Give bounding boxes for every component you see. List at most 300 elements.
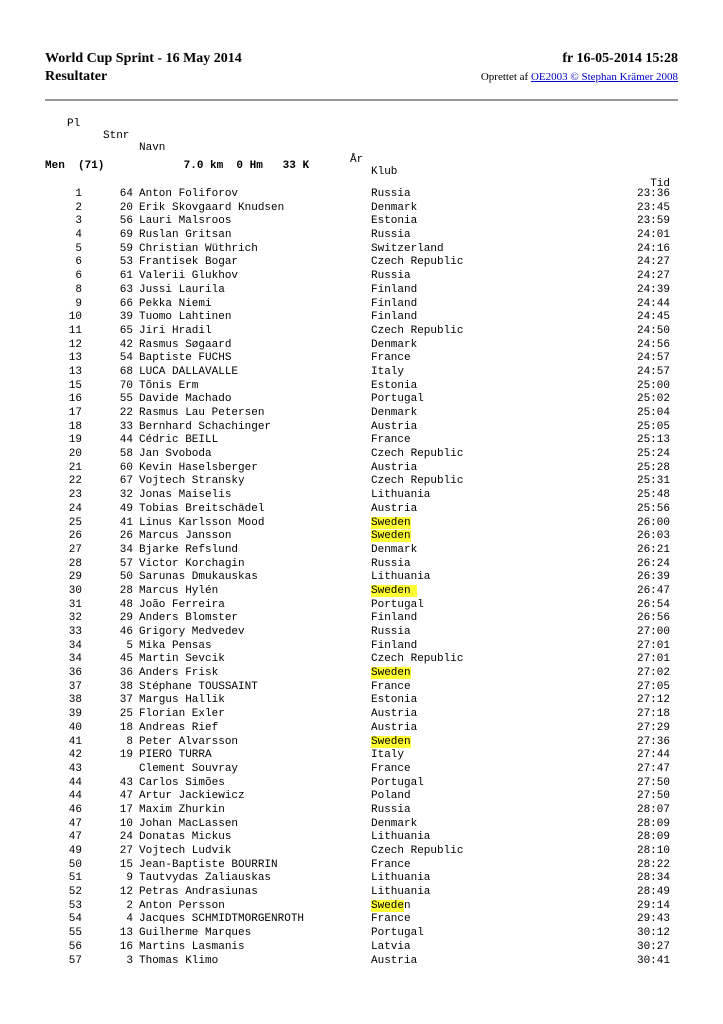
club-cell	[371, 790, 411, 804]
place-cell: 21	[68, 461, 82, 474]
name-cell: Thomas Klimo	[139, 954, 219, 967]
start-number-cell: 65	[119, 324, 133, 337]
place-cell: 6	[75, 270, 82, 283]
club-cell	[371, 626, 411, 640]
col-navn: Navn	[139, 142, 166, 154]
time-cell: 30:27	[636, 940, 670, 953]
club-text: Lithuania	[371, 831, 431, 844]
time-cell: 26:47	[636, 584, 670, 597]
start-number-cell: 50	[119, 571, 133, 584]
name-cell: Johan MacLassen	[139, 817, 239, 830]
start-number-cell: 28	[119, 584, 133, 597]
place-cell: 22	[68, 475, 82, 488]
club-text: France	[371, 858, 411, 871]
name-cell: Ruslan Gritsan	[139, 229, 232, 242]
time-cell: 28:34	[636, 872, 670, 885]
club-cell	[371, 407, 417, 421]
start-number-cell: 37	[119, 694, 133, 707]
table-row	[0, 503, 723, 517]
table-row	[0, 831, 723, 845]
table-row	[0, 339, 723, 353]
time-cell: 29:14	[636, 899, 670, 912]
club-cell	[371, 913, 411, 927]
time-cell: 23:45	[636, 201, 670, 214]
name-cell: Vojtech Stransky	[139, 475, 245, 488]
place-cell: 15	[68, 379, 82, 392]
club-text: Russia	[371, 270, 411, 283]
club-cell	[371, 311, 417, 325]
time-cell: 24:39	[636, 283, 670, 296]
place-cell: 11	[68, 324, 82, 337]
start-number-cell: 59	[119, 242, 133, 255]
time-cell: 27:05	[636, 680, 670, 693]
time-cell: 25:04	[636, 407, 670, 419]
club-cell	[371, 530, 411, 544]
table-row	[0, 612, 723, 626]
club-text: Lithuania	[371, 571, 431, 584]
name-cell: Peter Alvarsson	[139, 735, 239, 748]
place-cell: 26	[68, 530, 82, 543]
table-row	[0, 872, 723, 886]
name-cell: Marcus Jansson	[139, 530, 232, 543]
club-cell	[371, 749, 404, 763]
name-cell: Jussi Laurila	[139, 283, 225, 296]
page-header-left	[45, 50, 242, 86]
name-cell: Martins Lasmanis	[139, 940, 245, 953]
start-number-cell: 54	[119, 352, 133, 365]
time-cell: 26:39	[636, 571, 670, 584]
club-text: Denmark	[371, 543, 418, 556]
club-text: Italy	[371, 749, 405, 762]
club-cell	[371, 270, 411, 284]
club-highlight: Sweden	[371, 584, 418, 597]
club-text: Austria	[371, 420, 418, 433]
club-text: Portugal	[371, 776, 424, 789]
start-number-cell: 68	[119, 365, 133, 378]
time-cell: 26:00	[636, 516, 670, 529]
club-text: Austria	[371, 721, 418, 734]
start-number-cell: 53	[119, 256, 133, 269]
place-cell: 13	[68, 352, 82, 365]
place-cell: 2	[75, 201, 82, 214]
time-cell: 27:18	[636, 708, 670, 721]
start-number-cell: 70	[119, 379, 133, 392]
time-cell: 24:01	[636, 229, 670, 242]
club-cell	[371, 215, 417, 229]
name-cell: Guilherme Marques	[139, 927, 252, 940]
table-row	[0, 859, 723, 873]
start-number-cell: 22	[119, 407, 133, 419]
place-cell: 44	[68, 790, 82, 803]
start-number-cell: 12	[119, 886, 133, 899]
table-row	[0, 530, 723, 544]
club-text: Czech Republic	[371, 448, 464, 461]
time-cell: 26:03	[636, 530, 670, 543]
place-cell: 39	[68, 708, 82, 721]
club-cell	[371, 900, 411, 914]
club-text: Portugal	[371, 927, 424, 940]
start-number-cell: 33	[119, 420, 133, 433]
club-text: Czech Republic	[371, 324, 464, 337]
table-row	[0, 941, 723, 955]
club-text: Estonia	[371, 215, 418, 228]
table-row	[0, 256, 723, 270]
club-text: Estonia	[371, 694, 418, 707]
name-cell: Davide Machado	[139, 393, 232, 406]
name-cell: Rasmus Søgaard	[139, 338, 232, 351]
table-row	[0, 188, 723, 202]
name-cell: Anton Foliforov	[139, 188, 239, 200]
club-cell	[371, 202, 417, 216]
time-cell: 27:50	[636, 776, 670, 789]
table-row	[0, 913, 723, 927]
place-cell: 50	[68, 858, 82, 871]
place-cell: 55	[68, 927, 82, 940]
time-cell: 24:45	[636, 311, 670, 324]
place-cell: 40	[68, 721, 82, 734]
club-cell	[371, 489, 430, 503]
table-row	[0, 380, 723, 394]
time-cell: 27:12	[636, 694, 670, 707]
start-number-cell: 26	[119, 530, 133, 543]
name-cell: Sarunas Dmukauskas	[139, 571, 258, 584]
table-row	[0, 475, 723, 489]
place-cell: 49	[68, 845, 82, 857]
place-cell: 13	[68, 365, 82, 378]
club-text: Italy	[371, 365, 405, 378]
start-number-cell: 61	[119, 270, 133, 283]
club-cell	[371, 448, 463, 462]
time-cell: 24:16	[636, 242, 670, 255]
place-cell: 32	[68, 612, 82, 625]
club-cell	[371, 777, 424, 791]
name-cell: Pekka Niemi	[139, 297, 212, 310]
place-cell: 4	[75, 229, 82, 242]
place-cell: 28	[68, 557, 82, 570]
start-number-cell: 45	[119, 653, 133, 666]
place-cell: 30	[68, 584, 82, 597]
club-text: Austria	[371, 461, 418, 474]
name-cell: Rasmus Lau Petersen	[139, 407, 265, 419]
club-cell	[371, 298, 417, 312]
table-row	[0, 407, 723, 421]
club-cell	[371, 462, 417, 476]
time-cell: 27:01	[636, 653, 670, 666]
name-cell: Andreas Rief	[139, 721, 219, 734]
place-cell: 9	[75, 297, 82, 310]
club-text: Russia	[371, 557, 411, 570]
table-row	[0, 653, 723, 667]
place-cell: 10	[68, 311, 82, 324]
time-cell: 25:02	[636, 393, 670, 406]
name-cell: Stéphane TOUSSAINT	[139, 680, 258, 693]
club-cell	[371, 941, 411, 955]
time-cell: 24:57	[636, 352, 670, 365]
table-row	[0, 298, 723, 312]
club-text: Portugal	[371, 393, 424, 406]
club-text: Lithuania	[371, 489, 431, 502]
club-text: France	[371, 680, 411, 693]
place-cell: 27	[68, 543, 82, 556]
time-cell: 25:56	[636, 502, 670, 515]
start-number-cell: 13	[119, 927, 133, 940]
table-row	[0, 777, 723, 791]
page-subtitle: Resultater	[45, 69, 108, 84]
club-highlight: Sweden	[371, 667, 411, 680]
club-cell	[371, 188, 411, 202]
start-number-cell: 55	[119, 393, 133, 406]
club-text: Finland	[371, 612, 418, 625]
club-text: Finland	[371, 283, 418, 296]
club-text: Lithuania	[371, 872, 431, 885]
place-cell: 24	[68, 502, 82, 515]
club-cell	[371, 544, 417, 558]
club-text: France	[371, 434, 411, 447]
club-cell	[371, 886, 430, 900]
name-cell: Florian Exler	[139, 708, 225, 721]
table-row	[0, 202, 723, 216]
place-cell: 8	[75, 283, 82, 296]
table-row	[0, 694, 723, 708]
club-cell	[371, 804, 411, 818]
club-text: Czech Republic	[371, 845, 464, 857]
place-cell: 53	[68, 899, 82, 912]
name-cell: Tobias Breitschädel	[139, 502, 265, 515]
time-cell: 28:09	[636, 817, 670, 830]
name-cell: Marcus Hylén	[139, 584, 219, 597]
club-cell	[371, 421, 417, 435]
time-cell: 23:36	[636, 188, 670, 200]
table-row	[0, 558, 723, 572]
time-cell: 25:31	[636, 475, 670, 488]
club-text: Lithuania	[371, 886, 431, 899]
col-tid: Tid	[650, 178, 670, 190]
table-row	[0, 462, 723, 476]
club-text: Portugal	[371, 598, 424, 611]
name-cell: Kevin Haselsberger	[139, 461, 258, 474]
name-cell: Jonas Maiselis	[139, 489, 232, 502]
table-row	[0, 927, 723, 941]
time-cell: 28:07	[636, 803, 670, 816]
club-text: Switzerland	[371, 242, 444, 255]
name-cell: Anders Frisk	[139, 667, 219, 680]
start-number-cell: 2	[126, 899, 133, 912]
place-cell: 44	[68, 776, 82, 789]
table-row	[0, 517, 723, 531]
place-cell: 23	[68, 489, 82, 502]
name-cell: Frantisek Bogar	[139, 256, 239, 269]
name-cell: Mika Pensas	[139, 639, 212, 652]
place-cell: 16	[68, 393, 82, 406]
club-cell	[371, 831, 430, 845]
table-row	[0, 749, 723, 763]
place-cell: 43	[68, 762, 82, 775]
table-row	[0, 708, 723, 722]
place-cell: 17	[68, 407, 82, 419]
table-row	[0, 544, 723, 558]
start-number-cell: 3	[126, 954, 133, 967]
club-cell	[371, 339, 417, 353]
start-number-cell: 36	[119, 667, 133, 680]
table-row	[0, 229, 723, 243]
place-cell: 57	[68, 954, 82, 967]
club-cell	[371, 845, 463, 859]
club-text: Russia	[371, 626, 411, 638]
name-cell: Maxim Zhurkin	[139, 803, 225, 816]
start-number-cell: 10	[119, 817, 133, 830]
name-cell: Christian Wüthrich	[139, 242, 258, 255]
table-row	[0, 955, 723, 969]
time-cell: 30:12	[636, 927, 670, 940]
time-cell: 27:00	[636, 626, 670, 638]
club-text: Czech Republic	[371, 256, 464, 269]
table-row	[0, 886, 723, 900]
start-number-cell: 16	[119, 940, 133, 953]
time-cell: 24:44	[636, 297, 670, 310]
name-cell: LUCA DALLAVALLE	[139, 365, 239, 378]
club-cell	[371, 818, 417, 832]
club-cell	[371, 366, 404, 380]
results-table	[0, 188, 723, 968]
start-number-cell: 9	[126, 872, 133, 885]
start-number-cell: 18	[119, 721, 133, 734]
table-row	[0, 640, 723, 654]
table-row	[0, 393, 723, 407]
start-number-cell: 63	[119, 283, 133, 296]
start-number-cell: 25	[119, 708, 133, 721]
start-number-cell: 47	[119, 790, 133, 803]
name-cell: Tuomo Lahtinen	[139, 311, 232, 324]
name-cell: Martin Sevcik	[139, 653, 225, 666]
club-text: Czech Republic	[371, 475, 464, 488]
name-cell: Tõnis Erm	[139, 379, 199, 392]
name-cell: Jan Svoboda	[139, 448, 212, 461]
table-row	[0, 215, 723, 229]
place-cell: 6	[75, 256, 82, 269]
col-pl: Pl	[67, 118, 81, 130]
name-cell: Jiri Hradil	[139, 324, 212, 337]
club-cell	[371, 599, 424, 613]
place-cell: 12	[68, 338, 82, 351]
time-cell: 27:29	[636, 721, 670, 734]
name-cell: Anton Persson	[139, 899, 225, 912]
table-row	[0, 571, 723, 585]
oe2003-link[interactable]: OE2003 © Stephan Krämer 2008	[530, 71, 678, 83]
club-cell	[371, 708, 417, 722]
place-cell: 37	[68, 680, 82, 693]
place-cell: 1	[75, 188, 82, 200]
club-cell	[371, 517, 411, 531]
time-cell: 25:00	[636, 379, 670, 392]
start-number-cell: 66	[119, 297, 133, 310]
name-cell: João Ferreira	[139, 598, 225, 611]
start-number-cell: 48	[119, 598, 133, 611]
time-cell: 28:49	[636, 886, 670, 899]
club-cell	[371, 667, 411, 681]
time-cell: 27:47	[636, 762, 670, 775]
start-number-cell: 43	[119, 776, 133, 789]
place-cell: 42	[68, 749, 82, 762]
name-cell: Grigory Medvedev	[139, 626, 245, 638]
name-cell: Erik Skovgaard Knudsen	[139, 201, 285, 214]
time-cell: 24:56	[636, 338, 670, 351]
start-number-cell: 42	[119, 338, 133, 351]
club-cell	[371, 380, 417, 394]
start-number-cell: 15	[119, 858, 133, 871]
name-cell: Donatas Mickus	[139, 831, 232, 844]
place-cell: 46	[68, 803, 82, 816]
place-cell: 33	[68, 626, 82, 638]
time-cell: 27:50	[636, 790, 670, 803]
table-row	[0, 325, 723, 339]
name-cell: Artur Jackiewicz	[139, 790, 245, 803]
table-row	[0, 585, 723, 599]
club-text: Russia	[371, 188, 411, 200]
club-text: Austria	[371, 502, 418, 515]
club-text: Finland	[371, 311, 418, 324]
time-cell: 26:54	[636, 598, 670, 611]
club-text: Latvia	[371, 940, 411, 953]
club-cell	[371, 653, 463, 667]
time-cell: 26:24	[636, 557, 670, 570]
club-text: France	[371, 913, 411, 926]
start-number-cell: 20	[119, 201, 133, 214]
created-by-prefix: Oprettet af	[480, 71, 531, 83]
club-text: Russia	[371, 229, 411, 242]
place-cell: 47	[68, 831, 82, 844]
table-row	[0, 366, 723, 380]
club-text: Austria	[371, 708, 418, 721]
time-cell: 27:01	[636, 639, 670, 652]
club-highlight: Sweden	[371, 530, 411, 543]
club-text: Finland	[371, 639, 418, 652]
start-number-cell: 49	[119, 502, 133, 515]
start-number-cell: 46	[119, 626, 133, 638]
time-cell: 25:48	[636, 489, 670, 502]
club-cell	[371, 393, 424, 407]
start-number-cell: 41	[119, 516, 133, 529]
start-number-cell: 56	[119, 215, 133, 228]
place-cell: 25	[68, 516, 82, 529]
start-number-cell: 58	[119, 448, 133, 461]
club-text: Austria	[371, 954, 418, 967]
place-cell: 20	[68, 448, 82, 461]
name-cell: Margus Hallik	[139, 694, 225, 707]
club-text: Finland	[371, 297, 418, 310]
club-cell	[371, 640, 417, 654]
club-cell	[371, 284, 417, 298]
club-cell	[371, 229, 411, 243]
name-cell: Jacques SCHMIDTMORGENROTH	[139, 913, 305, 926]
start-number-cell: 8	[126, 735, 133, 748]
table-row	[0, 243, 723, 257]
club-cell	[371, 571, 430, 585]
name-cell: Anders Blomster	[139, 612, 239, 625]
club-cell	[371, 352, 411, 366]
created-by-line	[481, 71, 678, 83]
name-cell: Baptiste FUCHS	[139, 352, 232, 365]
club-cell	[371, 558, 411, 572]
table-row	[0, 489, 723, 503]
place-cell: 47	[68, 817, 82, 830]
place-cell: 51	[68, 872, 82, 885]
name-cell: Tautvydas Zaliauskas	[139, 872, 272, 885]
start-number-cell: 38	[119, 680, 133, 693]
start-number-cell: 27	[119, 845, 133, 857]
name-cell: Jean-Baptiste BOURRIN	[139, 858, 278, 871]
time-cell: 26:56	[636, 612, 670, 625]
time-cell: 29:43	[636, 913, 670, 926]
